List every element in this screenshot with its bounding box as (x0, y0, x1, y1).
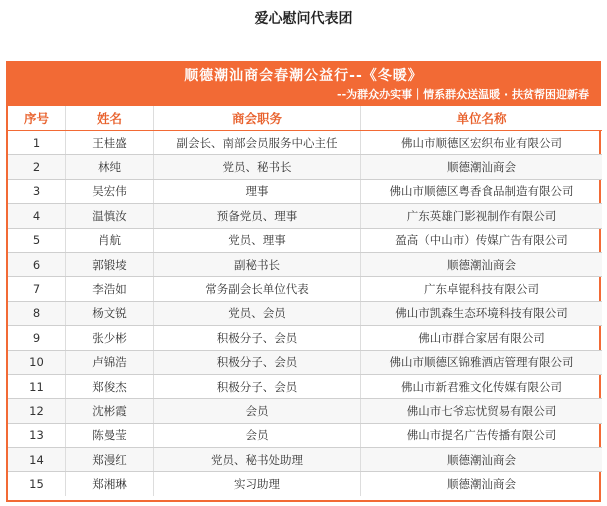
cell-unit: 盈高（中山市）传媒广告有限公司 (361, 228, 603, 252)
cell-no: 5 (8, 228, 66, 252)
cell-unit: 顺德潮汕商会 (447, 477, 516, 492)
cell-role: 会员 (154, 399, 361, 423)
cell-unit: 佛山市顺德区宏织布业有限公司 (361, 131, 603, 155)
cell-no: 15 (8, 472, 66, 496)
delegation-table-panel (6, 61, 601, 502)
cell-no: 2 (8, 155, 66, 179)
table-row (8, 277, 602, 301)
cell-role: 常务副会长单位代表 (154, 277, 361, 301)
table-row (8, 423, 602, 447)
cell-name: 张少彬 (66, 326, 154, 350)
cell-no: 7 (8, 277, 66, 301)
cell-unit: 顺德潮汕商会 (361, 155, 603, 179)
cell-role: 理事 (154, 179, 361, 203)
cell-role: 积极分子、会员 (154, 326, 361, 350)
cell-role: 实习助理 (154, 472, 361, 496)
cell-no: 4 (8, 204, 66, 228)
cell-name: 吴宏伟 (66, 179, 154, 203)
header-name: 姓名 (66, 106, 154, 131)
cell-name: 温慎汝 (66, 204, 154, 228)
table-row (8, 228, 602, 252)
cell-unit: 广东英雄门影视制作有限公司 (361, 204, 603, 228)
cell-no: 12 (8, 399, 66, 423)
cell-name: 林纯 (66, 155, 154, 179)
cell-unit: 佛山市顺德区粤香食品制造有限公司 (361, 179, 603, 203)
table-row (8, 301, 602, 325)
cell-unit: 佛山市提名广告传播有限公司 (361, 423, 603, 447)
cell-role: 党员、秘书处助理 (154, 448, 361, 472)
cell-no: 14 (8, 448, 66, 472)
cell-no: 3 (8, 179, 66, 203)
table-row (8, 131, 602, 155)
table-body (8, 131, 602, 496)
table-row (8, 350, 602, 374)
cell-unit: 佛山市顺德区锦雅酒店管理有限公司 (361, 350, 603, 374)
cell-role: 积极分子、会员 (154, 374, 361, 398)
cell-unit: 佛山市群合家居有限公司 (361, 326, 603, 350)
cell-name: 杨文锐 (66, 301, 154, 325)
cell-no: 11 (8, 374, 66, 398)
table-row (8, 179, 602, 203)
table-row (8, 204, 602, 228)
cell-role: 会员 (154, 423, 361, 447)
table-row (8, 326, 602, 350)
cell-no: 8 (8, 301, 66, 325)
delegation-table (8, 106, 602, 496)
table-row (8, 374, 602, 398)
cell-unit: 佛山市七爷忘忧贸易有限公司 (361, 399, 603, 423)
cell-no: 13 (8, 423, 66, 447)
cell-name: 沈彬霞 (66, 399, 154, 423)
table-row (8, 448, 602, 472)
table-banner (8, 63, 599, 106)
page-title: 爱心慰问代表团 (254, 11, 353, 27)
banner-slogan: --为群众办实事｜情系群众送温暖 · 扶贫帮困迎新春 (337, 88, 589, 101)
table-row (8, 472, 602, 496)
cell-unit: 佛山市新君雅文化传媒有限公司 (361, 374, 603, 398)
cell-name: 李浩如 (66, 277, 154, 301)
cell-no: 6 (8, 252, 66, 276)
cell-no: 9 (8, 326, 66, 350)
banner-title: 顺德潮汕商会春潮公益行--《冬暖》 (184, 68, 423, 84)
cell-name: 卢锦浩 (66, 350, 154, 374)
cell-name: 郭锻堎 (66, 252, 154, 276)
cell-role: 积极分子、会员 (154, 350, 361, 374)
cell-name: 肖航 (66, 228, 154, 252)
cell-name: 郑漫红 (66, 448, 154, 472)
cell-role: 党员、理事 (154, 228, 361, 252)
cell-role: 党员、秘书长 (154, 155, 361, 179)
cell-name: 王桂盛 (66, 131, 154, 155)
table-row (8, 155, 602, 179)
cell-role: 副秘书长 (154, 252, 361, 276)
cell-unit: 顺德潮汕商会 (361, 252, 603, 276)
header-role: 商会职务 (154, 106, 361, 131)
cell-name: 郑湘琳 (66, 472, 154, 496)
cell-role: 副会长、南部会员服务中心主任 (154, 131, 361, 155)
cell-role: 预备党员、理事 (154, 204, 361, 228)
cell-name: 陈曼莹 (66, 423, 154, 447)
cell-unit: 广东卓锟科技有限公司 (361, 277, 603, 301)
table-row (8, 399, 602, 423)
cell-name: 郑俊杰 (66, 374, 154, 398)
cell-no: 1 (8, 131, 66, 155)
table-row (8, 252, 602, 276)
cell-role: 党员、会员 (154, 301, 361, 325)
cell-unit: 顺德潮汕商会 (361, 448, 603, 472)
cell-unit: 佛山市凯森生态环境科技有限公司 (361, 301, 603, 325)
header-no: 序号 (8, 106, 66, 131)
header-unit: 单位名称 (361, 106, 603, 131)
table-header-row (8, 106, 602, 131)
cell-no: 10 (8, 350, 66, 374)
